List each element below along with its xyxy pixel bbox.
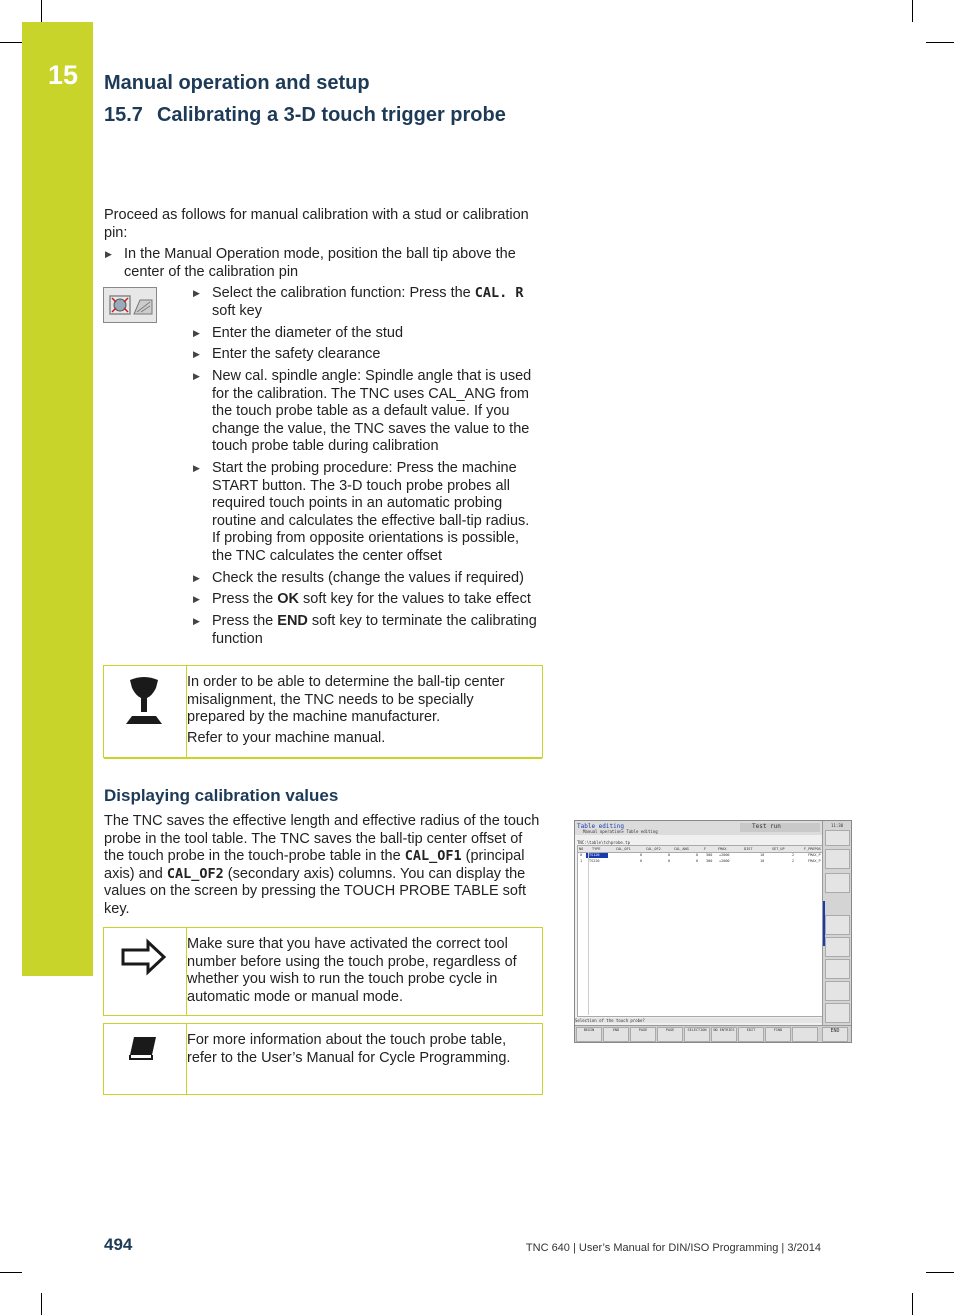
- cell: 0: [696, 859, 699, 863]
- step-spindle-angle: ▶ New cal. spindle angle: Spindle angle that is used for the calibration. The TNC uses CAL_ANG from the touch probe table as a default value. If you change the value, the TNC saves the value to the touch probe table during calibration: [212, 368, 538, 456]
- softkey-page-down[interactable]: PAGE: [657, 1027, 683, 1042]
- chapter-number: 15: [48, 60, 79, 90]
- ok-key: OK: [277, 591, 300, 607]
- cell: 2: [792, 853, 795, 857]
- cell: 0: [668, 859, 671, 863]
- step-text: Press the: [212, 591, 278, 607]
- section-number: 15.7: [104, 104, 143, 126]
- paragraph-text: (principal axis) and: [104, 848, 525, 882]
- cal-r-key: CAL. R: [474, 285, 524, 301]
- table-column-divider: [588, 852, 589, 1015]
- crop-mark: [0, 42, 22, 43]
- col-header: SET_UP: [772, 847, 785, 851]
- step-text: Press the: [212, 613, 278, 629]
- section-name: Calibrating a 3-D touch trigger probe: [156, 104, 506, 126]
- cal-of1-key: CAL_OF1: [404, 848, 462, 864]
- tool-note-text: Make sure that you have activated the correct tool number before using the touch probe, regardless of whether you wish to run the touch probe cycle in automatic mode or manual mode.: [187, 936, 517, 1005]
- cell: 10: [760, 859, 765, 863]
- softkey-edit[interactable]: EDIT: [738, 1027, 764, 1042]
- col-header: NO: [579, 847, 584, 851]
- cell: 0: [640, 859, 643, 863]
- col-header: CAL_OF1: [616, 847, 631, 851]
- softkey-end-main[interactable]: END: [822, 1027, 848, 1042]
- crop-mark: [41, 1293, 42, 1315]
- paragraph-text: The TNC saves the effective length and effective radius of the touch probe in the tool table. The TNC saves the ball-tip center offset of the touch probe in the touch-probe table in the: [104, 813, 540, 864]
- softkey-empty[interactable]: [792, 1027, 818, 1042]
- col-header: FMAX: [718, 847, 727, 851]
- display-paragraph: [104, 813, 540, 918]
- step-text: Select the calibration function: Press the: [212, 285, 475, 301]
- crop-mark: [926, 42, 954, 43]
- chapter-title: Manual operation and setup: [104, 72, 370, 94]
- cell: FMAX_P: [808, 859, 821, 863]
- machine-note-p2: Refer to your machine manual.: [187, 730, 386, 746]
- footer-text: TNC 640 | User’s Manual for DIN/ISO Programming | 3/2014: [525, 1242, 821, 1254]
- table-row[interactable]: [578, 853, 822, 858]
- sidebar-button[interactable]: [825, 830, 850, 846]
- step-text: soft key for the values to take effect: [299, 591, 531, 607]
- col-header: F_PREPOS: [804, 847, 821, 851]
- screen-sidebar: [822, 821, 852, 1026]
- sidebar-button[interactable]: [825, 981, 850, 1001]
- cell: 0: [668, 853, 671, 857]
- page-number: 494: [104, 1235, 133, 1254]
- softkey-selection[interactable]: SELECTION: [684, 1027, 710, 1042]
- cell: +2000: [719, 859, 730, 863]
- step-enter-clearance: ▶ Enter the safety clearance: [212, 346, 538, 364]
- step-text: soft key to terminate the calibrating function: [212, 613, 537, 647]
- cal-of2-key: CAL_OF2: [166, 865, 224, 882]
- col-header: CAL_OF2: [646, 847, 661, 851]
- book-note: [103, 1023, 543, 1095]
- machine-note: [103, 665, 543, 758]
- crop-mark: [912, 0, 913, 22]
- cell: 300: [706, 853, 713, 857]
- table-row[interactable]: [578, 859, 822, 864]
- tnc-screenshot: [574, 820, 852, 1043]
- crop-mark: [0, 1272, 22, 1273]
- arrow-icon: [120, 938, 168, 981]
- cell: 1: [580, 859, 583, 863]
- col-header: CAL_ANG: [674, 847, 689, 851]
- machine-icon: [122, 676, 166, 737]
- screen-status: Selection of the touch probe?: [575, 1018, 822, 1023]
- section-title: [104, 104, 506, 127]
- cell: FMAX_P: [808, 853, 821, 857]
- sidebar-button[interactable]: [825, 873, 850, 893]
- cell: TS120: [589, 853, 600, 857]
- col-header: TYPE: [592, 847, 601, 851]
- softkey-find[interactable]: FIND: [765, 1027, 791, 1042]
- step-start-probing: ▶ Start the probing procedure: Press the machine START button. The 3-D touch probe probes all required touch points in an automatic probing routine and calculates the effective ball-tip radius. If probing from opposite orientations is possible, the TNC calculates the center offset: [212, 460, 538, 565]
- screen-tab-main: Table editing: [577, 823, 624, 830]
- end-key: END: [277, 613, 308, 629]
- cell: +2000: [719, 853, 730, 857]
- screen-table: [577, 845, 823, 1017]
- softkey-end[interactable]: END: [603, 1027, 629, 1042]
- sidebar-button[interactable]: [825, 1003, 850, 1023]
- step-press-ok: [212, 591, 542, 609]
- chapter-tab: [22, 22, 93, 976]
- screen-clock: 11:30: [831, 823, 844, 828]
- crop-mark: [926, 1272, 954, 1273]
- cell: 2: [792, 859, 795, 863]
- crop-mark: [41, 0, 42, 22]
- note-rule: [104, 757, 542, 759]
- cell: 300: [706, 859, 713, 863]
- sidebar-button[interactable]: [825, 915, 850, 935]
- step-position: ▶ In the Manual Operation mode, position the ball tip above the center of the calibration pin: [124, 246, 540, 281]
- sidebar-indicator: [823, 901, 825, 946]
- book-note-text: For more information about the touch probe table, refer to the User’s Manual for Cycle Programming.: [187, 1032, 511, 1066]
- step-text: soft key: [212, 302, 262, 319]
- cell: TS220: [589, 859, 600, 863]
- screen-titlebar: [575, 821, 822, 835]
- cell: 10: [760, 853, 765, 857]
- intro-paragraph: Proceed as follows for manual calibration with a stud or calibration pin:: [104, 207, 529, 241]
- screen-softkey-row: [575, 1025, 851, 1043]
- cell: 0: [580, 853, 583, 857]
- screen-path: TNC:\table\tchprobe.tp: [577, 840, 630, 845]
- step-check-results: ▶ Check the results (change the values if required): [212, 570, 538, 588]
- screen-table-header: [578, 846, 822, 853]
- step-press-end: [212, 613, 542, 648]
- softkey-no-entries[interactable]: NO ENTRIES: [711, 1027, 737, 1042]
- cell: 0: [696, 853, 699, 857]
- col-header: F: [704, 847, 707, 851]
- sidebar-button[interactable]: [825, 849, 850, 869]
- softkey-page-up[interactable]: PAGE: [630, 1027, 656, 1042]
- book-icon: [128, 1034, 158, 1067]
- screen-tab-mode: Test run: [740, 823, 820, 832]
- cell: 0: [640, 853, 643, 857]
- col-header: DIST: [744, 847, 753, 851]
- crop-mark: [912, 1293, 913, 1315]
- subheading: Displaying calibration values: [104, 786, 339, 805]
- paragraph-text: (secondary axis) columns. You can display the values on the screen by pressing the TOUCH PROBE TABLE soft key.: [104, 865, 527, 917]
- step-enter-diameter: ▶ Enter the diameter of the stud: [212, 325, 538, 343]
- machine-note-p1: In order to be able to determine the ball-tip center misalignment, the TNC needs to be specially prepared by the machine manufacturer.: [187, 674, 505, 725]
- screen-tab-sub: Manual operation» Table editing: [583, 829, 658, 834]
- sidebar-button[interactable]: [825, 959, 850, 979]
- sidebar-button[interactable]: [825, 937, 850, 957]
- tool-note: [103, 927, 543, 1016]
- cal-r-softkey-icon: [103, 287, 157, 323]
- step-select-calibration: [212, 285, 538, 320]
- softkey-begin[interactable]: BEGIN: [576, 1027, 602, 1042]
